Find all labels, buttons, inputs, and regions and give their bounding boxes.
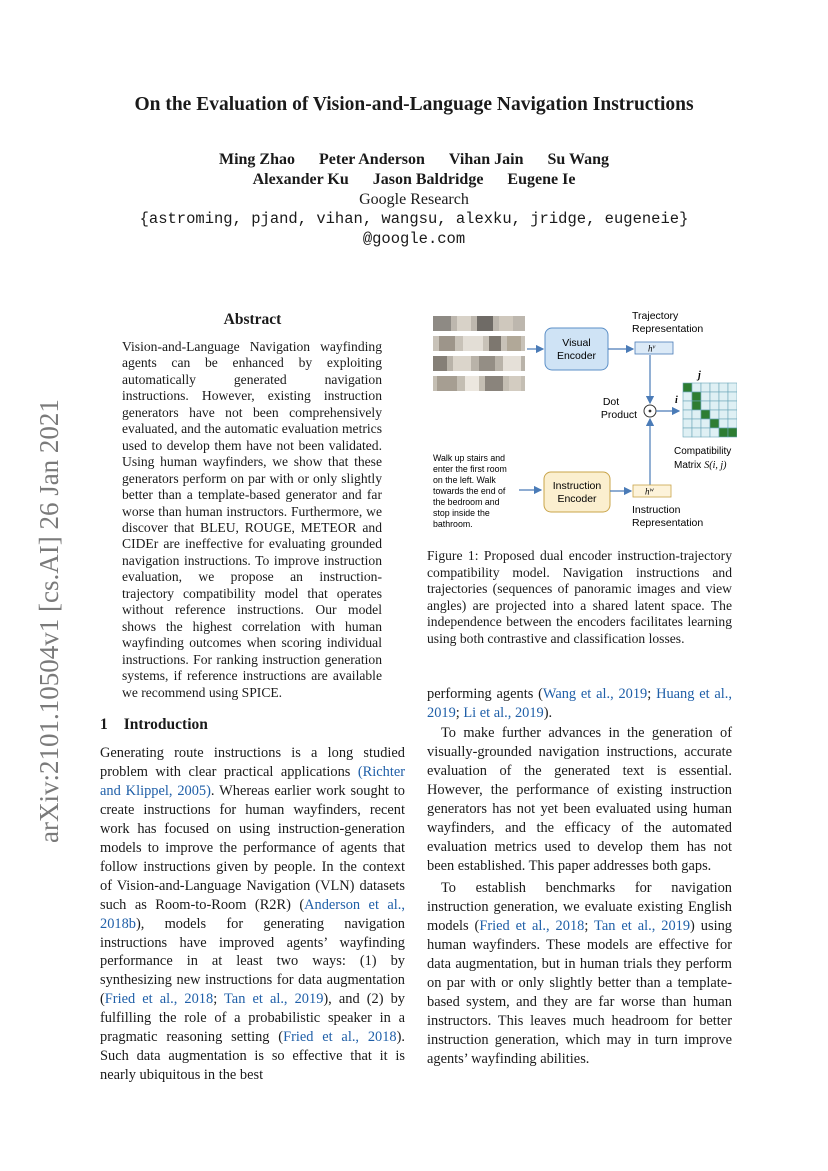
hw-label: $h^w$: [645, 486, 654, 497]
panorama-images: [433, 316, 525, 391]
text-run: To establish benchmarks for navigation instruction generation, we evaluate existing English models (: [427, 880, 732, 934]
section-title: Introduction: [123, 716, 208, 733]
author: Vihan Jain: [448, 151, 524, 168]
citation-link[interactable]: (Richter and Klippel, 2005): [100, 763, 405, 799]
citation-link[interactable]: Fried et al., 2018: [104, 991, 214, 1008]
text-run: ;: [455, 704, 464, 721]
visual-encoder-label: Encoder: [556, 350, 597, 362]
matrix-cell: [710, 401, 719, 410]
text-run: ;: [213, 991, 225, 1008]
text-run: ;: [647, 686, 657, 702]
instruction-encoder-label: Instruction: [552, 480, 602, 492]
citation-link[interactable]: Fried et al., 2018: [283, 1029, 397, 1046]
svg-text:towards the end of: towards the end of: [433, 486, 506, 496]
matrix-cell: [710, 419, 719, 428]
svg-text:enter the first room: enter the first room: [433, 464, 507, 474]
matrix-cell: [701, 428, 710, 437]
matrix-cell: [719, 410, 728, 419]
matrix-cell: [710, 428, 719, 437]
section-number: 1: [100, 716, 108, 733]
text-run: Generating route instructions is a long studied problem with clear practical applications: [100, 745, 405, 780]
citation-link[interactable]: Huang et al., 2019: [427, 686, 732, 721]
matrix-cell: [728, 428, 737, 437]
text-run: ) using human wayfinders. These models are effective for data augmentation, but in human trials they perform on par with or only slightly better than a template-based system, and they are far worse than human instructors. This leaves much headroom for better instruction generation, which may in turn improve agents’ wayfinding abilities.: [427, 917, 732, 1067]
matrix-i-label: i: [675, 395, 678, 406]
matrix-cell: [719, 428, 728, 437]
figure-1: [427, 305, 737, 540]
paragraph: [427, 879, 732, 1069]
instruction-encoder-label: Encoder: [557, 493, 597, 505]
arxiv-stamp-text: arXiv:2101.10504v1 [cs.AI] 26 Jan 2021: [34, 399, 64, 843]
text-run: ;: [584, 917, 595, 934]
instruction-representation-label: Instruction: [632, 504, 681, 516]
citation-link[interactable]: Li et al., 2019: [463, 704, 544, 721]
matrix-cell: [728, 419, 737, 428]
abstract-body: Vision-and-Language Navigation wayfinding agents can be enhanced by exploiting automatically generated navigation instructions. However, existing instruction generators have not been comprehensively evaluated, and the automatic evaluation metrics used to develop them have not been validated. Using human wayfinders, we show that these generators perform on par with or only slightly better than a template-based generator and far worse than human instructors. Furthermore, we discover that BLEU, ROUGE, METEOR and CIDEr are ineffective for evaluating grounded navigation instructions. To improve instruction evaluation, we propose an instruction-trajectory compatibility model that operates without reference instructions. Our model shows the highest correlation with human wayfinding outcomes when scoring individual instructions. For ranking instruction generation systems, if reference instructions are available we recommend using SPICE.: [122, 339, 382, 700]
matrix-cell: [692, 401, 701, 410]
paragraph-continued: [427, 685, 732, 723]
matrix-j-label: j: [698, 370, 701, 381]
compatibility-matrix: [683, 383, 737, 437]
panorama-strip: [433, 316, 525, 331]
text-run: . Whereas earlier work sought to create instructions for human wayfinders, recent work has focused on using instruction-generation models to improve the performance of agents that follow instructions given by people. In the context of Vision-and-Language Navigation (VLN) datasets such as Room-to-Room (R2R) (: [100, 782, 405, 913]
author: Alexander Ku: [252, 171, 349, 188]
matrix-cell: [710, 383, 719, 392]
author: Jason Baldridge: [372, 171, 484, 188]
citation-link[interactable]: Tan et al., 2019: [594, 917, 691, 934]
matrix-cell: [701, 392, 710, 401]
matrix-cell: [683, 401, 692, 410]
abstract-heading: Abstract: [223, 311, 282, 328]
matrix-cell: [701, 383, 710, 392]
author: Peter Anderson: [319, 151, 425, 168]
matrix-cell: [692, 392, 701, 401]
matrix-cell: [683, 419, 692, 428]
matrix-cell: [701, 401, 710, 410]
matrix-cell: [728, 392, 737, 401]
email-line-2: @google.com: [362, 230, 466, 248]
matrix-cell: [683, 392, 692, 401]
matrix-cell: [719, 383, 728, 392]
panorama-strip: [433, 376, 525, 391]
panorama-strip: [433, 336, 525, 351]
section-heading-introduction: [100, 716, 208, 734]
citation-link[interactable]: Wang et al., 2019: [542, 686, 648, 702]
authors-line-1: [0, 151, 828, 169]
dot-product-label: Product: [600, 409, 638, 421]
trajectory-label: Trajectory: [632, 310, 679, 322]
matrix-cell: [692, 419, 701, 428]
text-run: To make further advances in the generation of visually-grounded navigation instructions, accurate evaluation of the generated text is essential. However, the performance of existing instruction generators has not yet been evaluated using human wayfinders, and the efficacy of the automated evaluation metrics used to develop them has not been established. This paper addresses both gaps.: [427, 725, 732, 874]
matrix-cell: [728, 401, 737, 410]
paragraph: [427, 724, 732, 876]
text-run: ).: [543, 704, 553, 721]
text-run: ), models for generating navigation instructions have improved agents’ wayfinding performance in at least two ways: (1) by synthesizing new instructions for data augmentation (: [100, 915, 405, 1008]
matrix-cell: [701, 419, 710, 428]
intro-paragraph-1: [100, 744, 405, 1085]
visual-encoder-label: Visual: [562, 337, 591, 349]
text-run: ). Such data augmentation is so effective that it is nearly ubiquitous in the best: [100, 1029, 405, 1084]
visual-encoder-box: [545, 328, 608, 370]
svg-text:the bedroom and: the bedroom and: [433, 497, 500, 507]
affiliation: Google Research: [359, 191, 469, 208]
matrix-cell: [692, 428, 701, 437]
figure-caption: Figure 1: Proposed dual encoder instruction-trajectory compatibility model. Navigation instructions and trajectories (sequences of panoramic images and view angles) are projected into a shared latent space. The independence between the encoders facilitates learning using both contrastive and classification losses.: [427, 548, 732, 646]
instruction-representation-label: Representation: [632, 517, 704, 529]
matrix-cell: [692, 410, 701, 419]
instruction-example: [433, 453, 507, 529]
arxiv-stamp: [18, 380, 68, 850]
matrix-cell: [710, 392, 719, 401]
compatibility-label: Compatibility: [674, 446, 732, 457]
trajectory-label: Representation: [632, 323, 704, 335]
author: Ming Zhao: [218, 151, 295, 168]
text-run: performing agents (: [427, 686, 543, 702]
author: Eugene Ie: [507, 171, 576, 188]
compatibility-matrix-label: Matrix S(i, j): [674, 460, 727, 471]
matrix-cell: [719, 401, 728, 410]
svg-text:on the left. Walk: on the left. Walk: [433, 475, 496, 485]
authors-line-2: [0, 171, 828, 189]
matrix-cell: [683, 428, 692, 437]
citation-link[interactable]: Anderson et al., 2018b: [100, 896, 405, 932]
matrix-cell: [701, 410, 710, 419]
matrix-cell: [719, 392, 728, 401]
panorama-strip: [433, 356, 525, 371]
text-run: ), and (2) by fulfilling the role of a probabilistic speaker in a pragmatic reasoning setting (: [100, 991, 405, 1046]
citation-link[interactable]: Fried et al., 2018: [479, 917, 585, 934]
matrix-cell: [728, 410, 737, 419]
hv-label: $h^v$: [648, 343, 656, 354]
svg-text:stop inside the: stop inside the: [433, 508, 490, 518]
svg-text:Walk up stairs and: Walk up stairs and: [433, 453, 506, 463]
matrix-cell: [683, 410, 692, 419]
dot-product-label: Dot: [602, 396, 620, 408]
author: Su Wang: [547, 151, 609, 168]
instruction-encoder-box: [544, 472, 610, 512]
svg-text:bathroom.: bathroom.: [433, 519, 473, 529]
email-line-1: {astroming, pjand, vihan, wangsu, alexku, jridge, eugeneie}: [139, 210, 689, 228]
matrix-cell: [683, 383, 692, 392]
citation-link[interactable]: Tan et al., 2019: [224, 991, 324, 1008]
matrix-cell: [719, 419, 728, 428]
matrix-cell: [692, 383, 701, 392]
matrix-cell: [710, 410, 719, 419]
paper-title: On the Evaluation of Vision-and-Language Navigation Instructions: [134, 94, 694, 115]
matrix-cell: [728, 383, 737, 392]
